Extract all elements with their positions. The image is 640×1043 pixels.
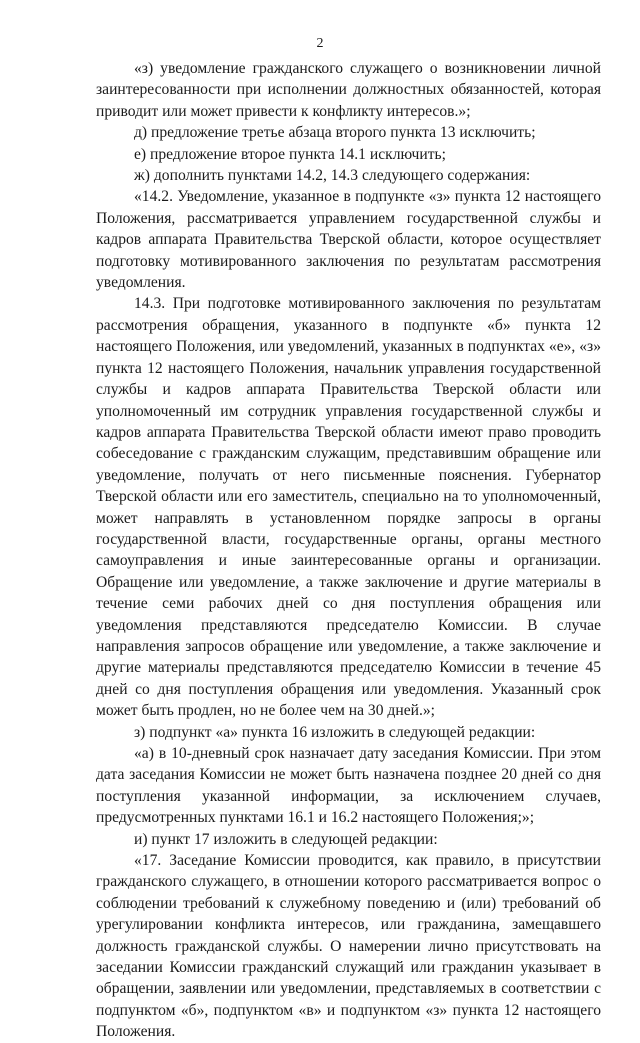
paragraph-amendment-zh: ж) дополнить пунктами 14.2, 14.3 следующего содержания: [134,167,531,185]
paragraph-amendment-e: е) предложение второе пункта 14.1 исключить; [134,145,446,163]
page-number: 2 [316,36,324,51]
paragraph-subclause-a: «а) в 10-дневный срок назначает дату заседания Комиссии. При этом дата заседания Комиссии не может быть назначена позднее 20 дней со дня поступления указанной информации, за исключением случаев, предусмотренных пунктами 16.1 и 16.2 настоящего Положения;»; [96,745,601,827]
paragraph-amendment-i: и) пункт 17 изложить в следующей редакции: [134,830,438,848]
paragraph-clause-14-2: «14.2. Уведомление, указанное в подпункте «з» пункта 12 настоящего Положения, рассматривается управлением государственной службы и кадров аппарата Правительства Тверской области, которое осуществляет подготовку мотивированного заключения по результатам рассмотрения уведомления. [96,188,601,292]
paragraph-clause-17: «17. Заседание Комиссии проводится, как правило, в присутствии гражданского служащего, в отношении которого рассматривается вопрос о соблюдении требований к служебному поведению и (или) требований об урегулировании конфликта интересов, или гражданина, замещавшего должность гражданской службы. О намерении лично присутствовать на заседании Комиссии гражданский служащий или гражданин указывает в обращении, заявлении или уведомлении, представляемых в соответствии с подпунктом «б», подпунктом «в» и подпунктом «з» пункта 12 настоящего Положения. [96,852,601,1041]
paragraph-item-z-notification: «з) уведомление гражданского служащего о возникновении личной заинтересованности при исполнении должностных обязанностей, которая приводит или может привести к конфликту интересов.»; [96,60,601,120]
paragraph-clause-14-3: 14.3. При подготовке мотивированного заключения по результатам рассмотрения обращения, указанного в подпункте «б» пункта 12 настоящего Положения, или уведомлений, указанных в подпунктах «е», «з» пункта 12 настоящего Положения, начальник управления государственной службы и кадров аппарата Правительства Тверской области или уполномоченный им сотрудник управления государственной службы и кадров аппарата Правительства Тверской области имеют право проводить собеседование с гражданским служащим, представившим обращение или уведомление, получать от него письменные пояснения. Губернатор Тверской области или его заместитель, специально на то уполномоченный, может направлять в установленном порядке запросы в органы государственной власти, государственные органы, органы местного самоуправления и иные заинтересованные органы и организации. Обращение или уведомление, а также заключение и другие материалы в течение семи рабочих дней со дня поступления обращения или уведомления представляются председателю Комиссии. В случае направления запросов обращение или уведомление, а также заключение и другие материалы представляются председателю Комиссии в течение 45 дней со дня поступления обращения или уведомления. Указанный срок может быть продлен, но не более чем на 30 дней.»; [96,295,601,720]
paragraph-amendment-z: з) подпункт «а» пункта 16 изложить в следующей редакции: [134,723,536,741]
paragraph-amendment-d: д) предложение третье абзаца второго пункта 13 исключить; [134,124,536,142]
document-body [96,58,601,1043]
